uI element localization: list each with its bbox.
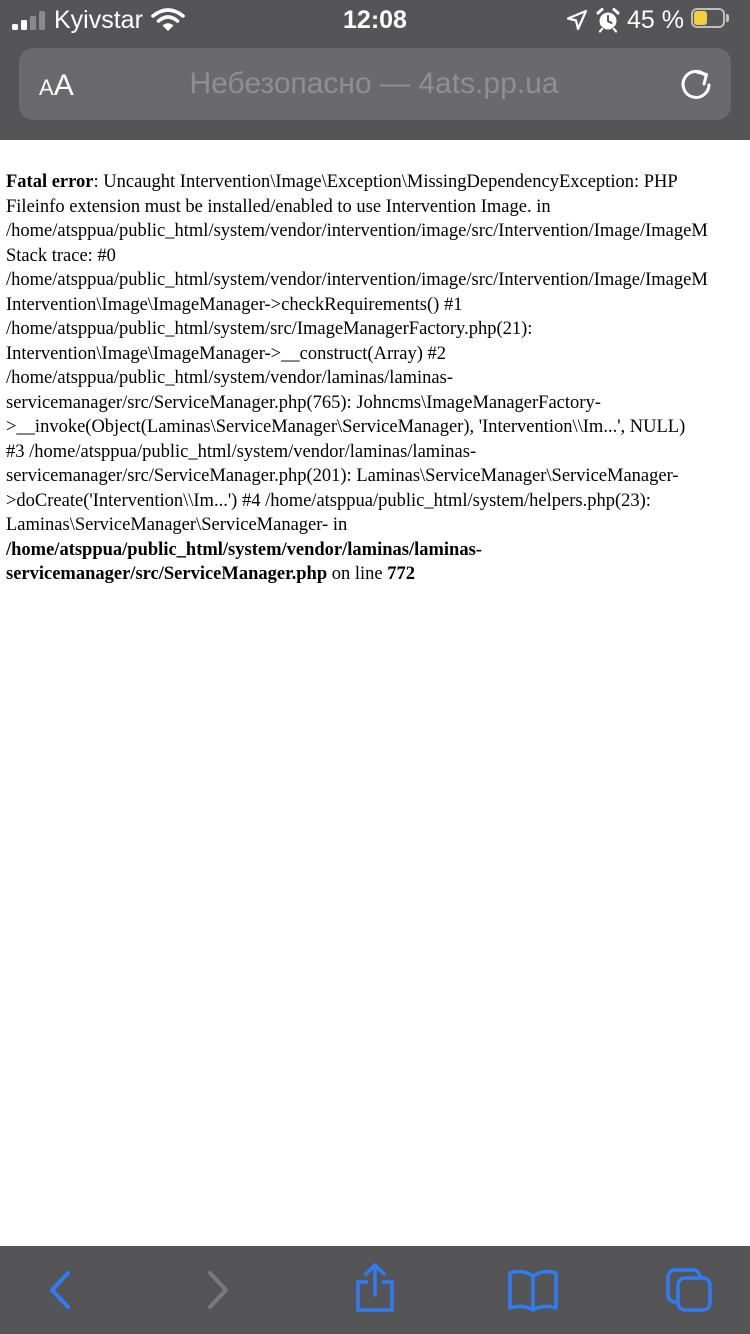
error-text-line	[6, 366, 750, 391]
aa-large-glyph: A	[53, 69, 74, 102]
php-fatal-error-message	[6, 170, 750, 610]
carrier-name: Kyivstar	[54, 6, 143, 34]
error-text-line	[6, 562, 750, 587]
error-text: Intervention\Image\ImageManager->__construct(Array) #2	[6, 343, 447, 364]
error-text: Laminas\ServiceManager\ServiceManager- in	[6, 515, 348, 535]
browser-top-chrome	[0, 0, 750, 140]
error-text-line	[6, 513, 750, 538]
error-text: /home/atsppua/public_html/system/vendor/intervention/image/src/Intervention/Image/ImageM	[6, 270, 708, 290]
error-text-line	[6, 342, 750, 367]
battery-icon	[691, 8, 731, 30]
chevron-right-icon[interactable]	[198, 1266, 238, 1314]
error-text: >__invoke(Object(Laminas\ServiceManager\ServiceManager), 'Intervention\\Im...', NULL)	[6, 417, 686, 437]
error-text-line	[6, 489, 750, 514]
error-text: #3 /home/atsppua/public_html/system/vendor/laminas/laminas-	[6, 441, 477, 462]
error-text: /home/atsppua/public_html/system/vendor/laminas/laminas-	[6, 368, 454, 388]
location-arrow-icon	[566, 9, 588, 31]
url-display[interactable]: Небезопасно — 4ats.pp.ua	[189, 67, 559, 100]
alarm-clock-icon	[596, 7, 620, 33]
error-text-line	[6, 391, 750, 416]
error-text: Stack trace: #0	[6, 245, 116, 266]
error-text: servicemanager/src/ServiceManager.php(765): Johncms\ImageManagerFactory-	[6, 392, 601, 413]
error-text-bold: servicemanager/src/ServiceManager.php	[6, 564, 328, 584]
status-bar	[0, 0, 750, 40]
chevron-left-icon[interactable]	[40, 1266, 80, 1314]
book-icon[interactable]	[506, 1268, 560, 1312]
error-text: : Uncaught Intervention\Image\Exception\MissingDependencyException: PHP	[93, 172, 678, 192]
error-text: >doCreate('Intervention\\Im...') #4 /home/atsppua/public_html/system/helpers.php(23):	[6, 490, 651, 511]
error-text-line	[6, 195, 750, 220]
aa-small-glyph: A	[39, 75, 54, 100]
error-text: on line	[327, 564, 388, 584]
error-text-line	[6, 317, 750, 342]
error-text-line	[6, 219, 750, 244]
clock: 12:08	[343, 6, 407, 34]
error-text: Fileinfo extension must be installed/enabled to use Intervention Image. in	[6, 196, 551, 217]
error-text-bold: 772	[387, 564, 415, 584]
error-text-line	[6, 415, 750, 440]
battery-level-fill	[694, 11, 707, 25]
error-text-bold: /home/atsppua/public_html/system/vendor/laminas/laminas-	[6, 539, 482, 560]
error-text: /home/atsppua/public_html/system/vendor/intervention/image/src/Intervention/Image/ImageM	[6, 221, 708, 241]
error-text-line	[6, 464, 750, 489]
error-text-line	[6, 440, 750, 465]
reload-icon[interactable]	[677, 66, 715, 104]
error-text: Intervention\Image\ImageManager->checkRequirements() #1	[6, 294, 463, 315]
error-text-bold: Fatal error	[6, 172, 94, 192]
error-text-line	[6, 268, 750, 293]
address-bar[interactable]	[19, 48, 731, 120]
share-icon[interactable]	[352, 1262, 398, 1314]
error-text: servicemanager/src/ServiceManager.php(201): Laminas\ServiceManager\ServiceManager-	[6, 466, 679, 486]
error-text: /home/atsppua/public_html/system/src/ImageManagerFactory.php(21):	[6, 319, 533, 339]
error-text-line	[6, 293, 750, 318]
tabs-icon[interactable]	[664, 1266, 714, 1314]
error-text-line	[6, 170, 750, 195]
text-size-button[interactable]	[39, 66, 74, 106]
error-text-line	[6, 244, 750, 269]
browser-bottom-toolbar	[0, 1246, 750, 1334]
error-text-line	[6, 538, 750, 563]
battery-percentage: 45 %	[627, 6, 684, 34]
